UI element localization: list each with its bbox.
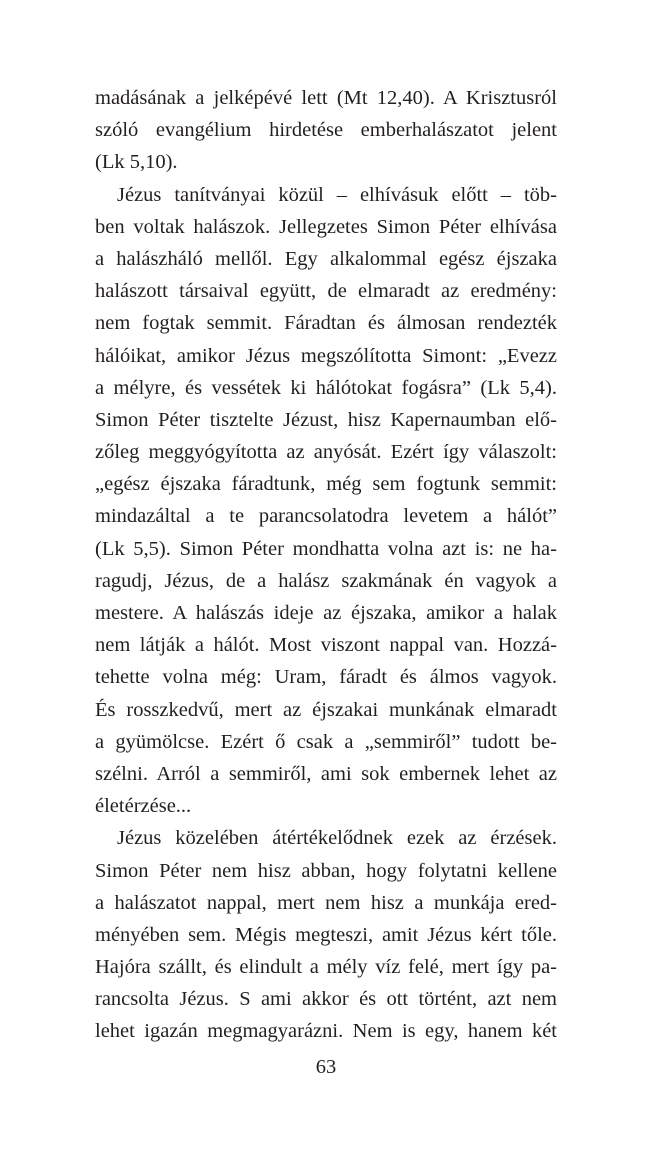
text-line: rancsolta Jézus. S ami akkor és ott történt, azt nem [95, 988, 557, 1011]
text-line: (Lk 5,10). [95, 151, 178, 174]
text-line: ményében sem. Mégis megteszi, amit Jézus kért tőle. [95, 923, 557, 946]
text-line: nem fogtak semmit. Fáradtan és álmosan rendezték [95, 312, 557, 335]
text-line: Simon Péter nem hisz abban, hogy folytatni kellene [95, 859, 557, 882]
paragraph-3 [95, 822, 557, 1047]
text-line: a halászatot nappal, mert nem hisz a munkája ered- [95, 891, 557, 914]
text-line: a gyümölcse. Ezért ő csak a „semmiről” tudott be- [95, 730, 557, 753]
text-line: (Lk 5,5). Simon Péter mondhatta volna azt is: ne ha- [95, 537, 557, 560]
text-line: mindazáltal a te parancsolatodra levetem a hálót” [95, 505, 557, 528]
text-line: ben voltak halászok. Jellegzetes Simon Péter elhívása [95, 215, 557, 238]
page-body [95, 82, 557, 1048]
text-line: halászott társaival együtt, de elmaradt az eredmény: [95, 280, 557, 303]
text-line: szóló evangélium hirdetése emberhalászatot jelent [95, 119, 557, 142]
text-line: Jézus tanítványai közül – elhívásuk előtt – töb- [117, 183, 557, 206]
text-line: lehet igazán megmagyarázni. Nem is egy, hanem két [95, 1020, 557, 1043]
text-line: És rosszkedvű, mert az éjszakai munkának elmaradt [95, 698, 557, 721]
text-line: Hajóra szállt, és elindult a mély víz felé, mert így pa- [95, 956, 557, 979]
text-line: Simon Péter tisztelte Jézust, hisz Kapernaumban elő- [95, 408, 557, 431]
text-line: „egész éjszaka fáradtunk, még sem fogtunk semmit: [95, 473, 557, 496]
text-line: hálóikat, amikor Jézus megszólította Simont: „Evezz [95, 344, 557, 367]
text-line: életérzése... [95, 795, 192, 818]
page-number: 63 [315, 1056, 337, 1078]
text-line: nem látják a hálót. Most viszont nappal van. Hozzá- [95, 634, 557, 657]
text-line: tehette volna még: Uram, fáradt és álmos vagyok. [95, 666, 557, 689]
paragraph-2 [95, 179, 557, 823]
text-line: ragudj, Jézus, de a halász szakmának én vagyok a [95, 569, 557, 592]
text-line: a mélyre, és vessétek ki hálótokat fogásra” (Lk 5,4). [95, 376, 557, 399]
text-line: zőleg meggyógyította az anyósát. Ezért így válaszolt: [95, 441, 557, 464]
text-line: Jézus közelében átértékelődnek ezek az érzések. [117, 827, 557, 850]
paragraph-1 [95, 82, 557, 179]
text-line: a halászháló mellől. Egy alkalommal egész éjszaka [95, 247, 557, 270]
text-line: mestere. A halászás ideje az éjszaka, amikor a halak [95, 602, 557, 624]
text-line: madásának a jelképévé lett (Mt 12,40). A Krisztusról [95, 87, 557, 109]
text-line: szélni. Arról a semmiről, ami sok embernek lehet az [95, 762, 557, 785]
